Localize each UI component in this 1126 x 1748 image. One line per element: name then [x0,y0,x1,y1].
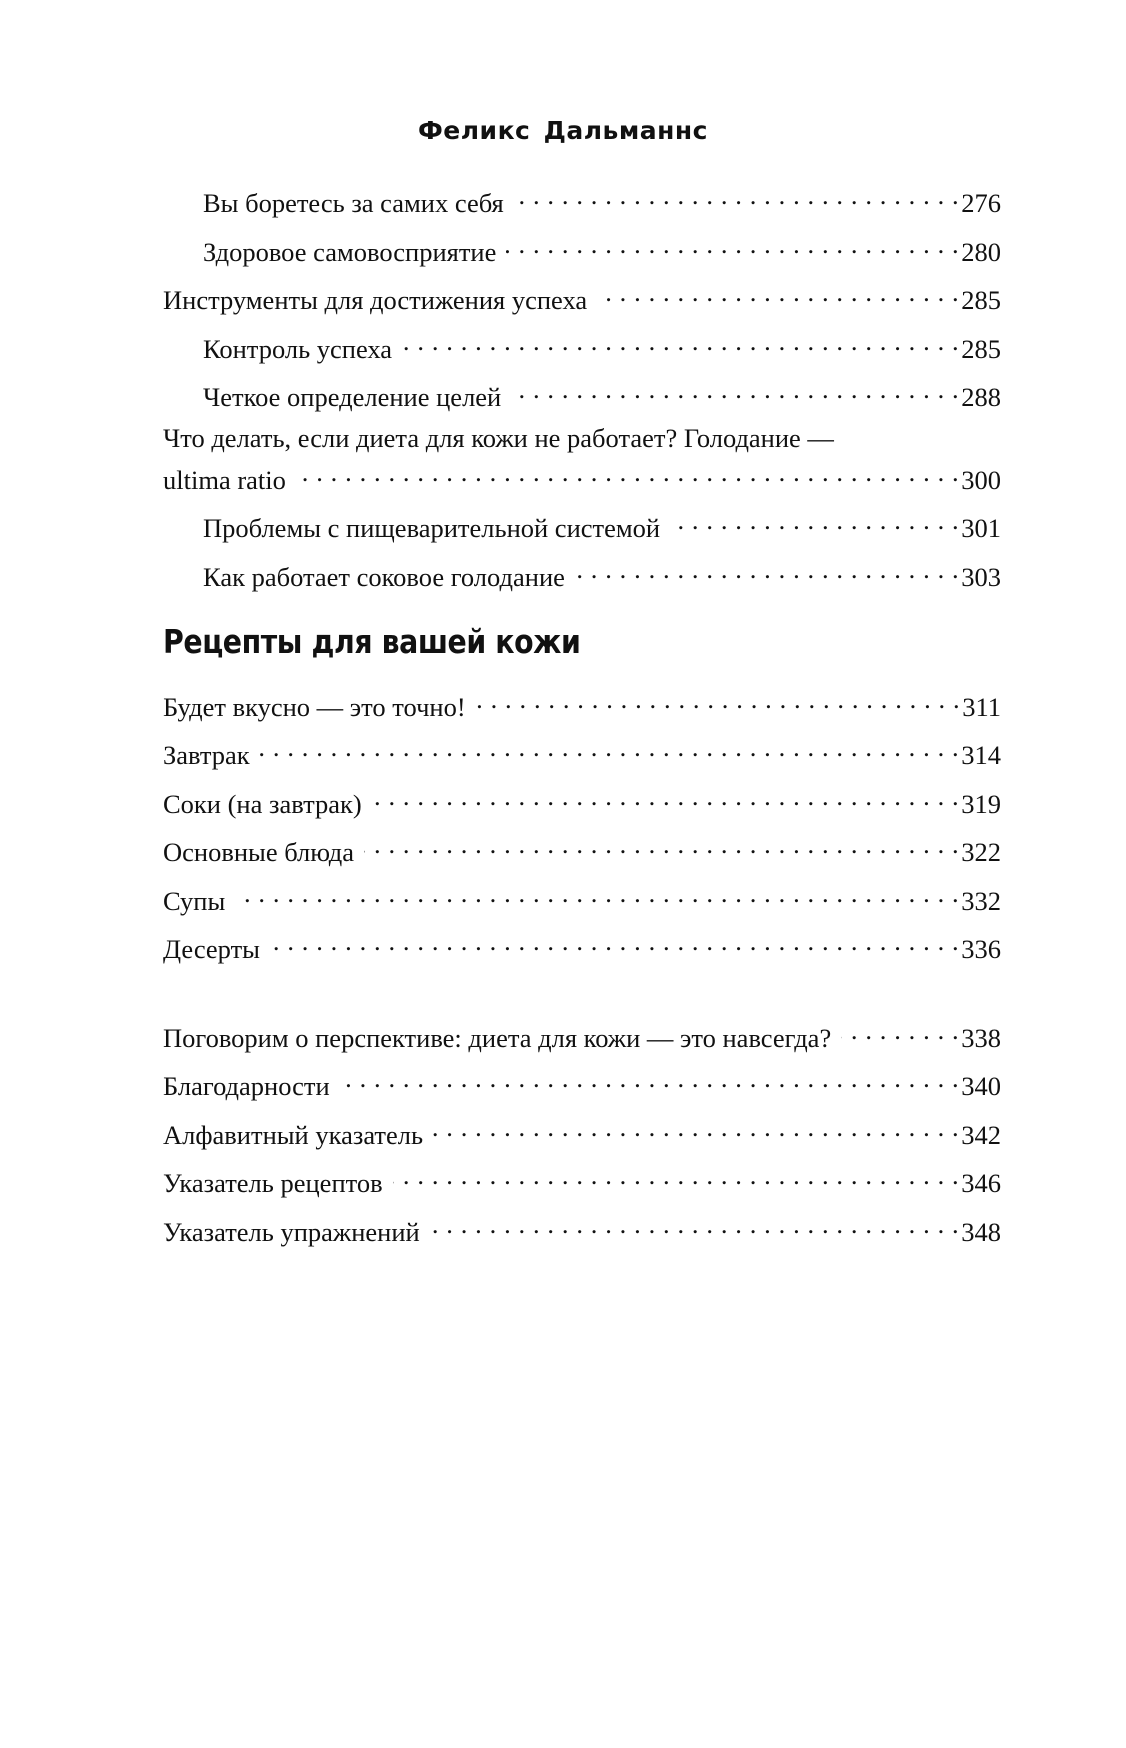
toc-entry[interactable] [163,324,1001,366]
toc-entry-page: 280 [961,236,1001,267]
toc-entry-title: Поговорим о перспективе: диета для кожи — это навсегда? [163,1022,832,1053]
toc-entry[interactable] [163,1061,1001,1103]
dot-leader [841,1013,959,1047]
toc-entry-title: Десерты [163,934,260,964]
toc-entry[interactable] [163,1110,1001,1152]
toc-entry-title: Контроль успеха [203,333,393,364]
toc-entry[interactable] [163,730,1001,772]
toc-entry-page: 285 [961,333,1001,364]
toc-entry[interactable] [163,779,1001,821]
toc-entry[interactable] [163,227,1001,269]
toc-entry-title: Основные блюда [163,837,354,867]
dot-leader [296,455,959,489]
toc-entry-title: Алфавитный указатель [163,1119,424,1150]
toc-entry[interactable] [163,1158,1001,1200]
toc-entry[interactable] [163,1013,1001,1055]
toc-entry[interactable] [163,503,1001,545]
toc-entry-title: Здоровое самовосприятие [203,236,497,267]
toc-entry-page: 346 [961,1168,1001,1198]
toc-entry-page: 348 [961,1216,1001,1247]
dot-leader [433,1110,959,1144]
toc-entry-title: Завтрак [163,740,250,770]
toc-entry[interactable] [163,372,1001,414]
section-spacer [163,973,1001,1013]
toc-entry[interactable] [163,827,1001,869]
toc-entry-page: 303 [961,561,1001,592]
toc-entry[interactable] [163,1207,1001,1249]
dot-leader [575,552,959,586]
dot-leader [597,275,959,309]
toc-entry-page: 319 [961,788,1001,819]
toc-entry[interactable] [163,275,1001,317]
toc-entry-page: 285 [961,285,1001,315]
toc-entry-title-line2: ultima ratio [163,464,286,495]
dot-leader [430,1207,960,1241]
section-title: Рецепты для вашей кожи [163,621,581,661]
toc-entry[interactable] [163,682,1001,724]
dot-leader [402,324,959,358]
dot-leader [364,827,959,861]
toc-entry-page: 288 [961,382,1001,412]
running-header: Феликс Дальманнс [418,116,708,145]
toc-entry-page: 276 [961,188,1001,218]
toc-entry-multiline[interactable] [163,421,1001,497]
toc-entry-page: 342 [961,1119,1001,1150]
dot-leader [270,924,959,958]
dot-leader [670,503,959,537]
toc-entry[interactable] [163,924,1001,966]
toc-entry-title: Вы боретесь за самих себя [203,188,504,218]
toc-entry-page: 332 [961,885,1001,916]
dot-leader [393,1158,960,1192]
toc-entry-title: Супы [163,885,226,916]
toc-entry-page: 314 [961,740,1001,770]
toc-entry-page: 322 [961,837,1001,867]
toc-entry-title: Проблемы с пищеварительной системой [203,513,661,543]
toc-entry-title: Как работает соковое голодание [203,561,565,592]
toc-entry[interactable] [163,552,1001,594]
toc-entry-title: Соки (на завтрак) [163,788,362,819]
toc-entry-page: 338 [961,1022,1001,1053]
toc-entry[interactable] [163,876,1001,918]
dot-leader [514,178,960,212]
toc-entry[interactable] [163,178,1001,220]
table-of-contents [163,178,1001,1255]
toc-entry-page: 311 [962,691,1001,722]
toc-entry-page: 300 [961,464,1001,495]
dot-leader [340,1061,960,1095]
dot-leader [235,876,959,910]
dot-leader [506,227,959,261]
dot-leader [260,730,960,764]
toc-entry-title: Инструменты для достижения успеха [163,285,588,315]
toc-entry-page: 336 [961,934,1001,964]
toc-entry-title: Указатель упражнений [163,1216,420,1247]
toc-entry-title: Четкое определение целей [203,382,502,412]
toc-entry-title-line1: Что делать, если диета для кожи не работает? Голодание — [163,422,834,453]
toc-entry-title: Будет вкусно — это точно! [163,691,466,722]
toc-entry-title: Благодарности [163,1071,330,1101]
toc-entry-page: 340 [961,1071,1001,1101]
dot-leader [372,779,960,813]
dot-leader [476,682,961,716]
dot-leader [511,372,959,406]
toc-entry-title: Указатель рецептов [163,1168,383,1198]
toc-entry-page: 301 [961,513,1001,543]
